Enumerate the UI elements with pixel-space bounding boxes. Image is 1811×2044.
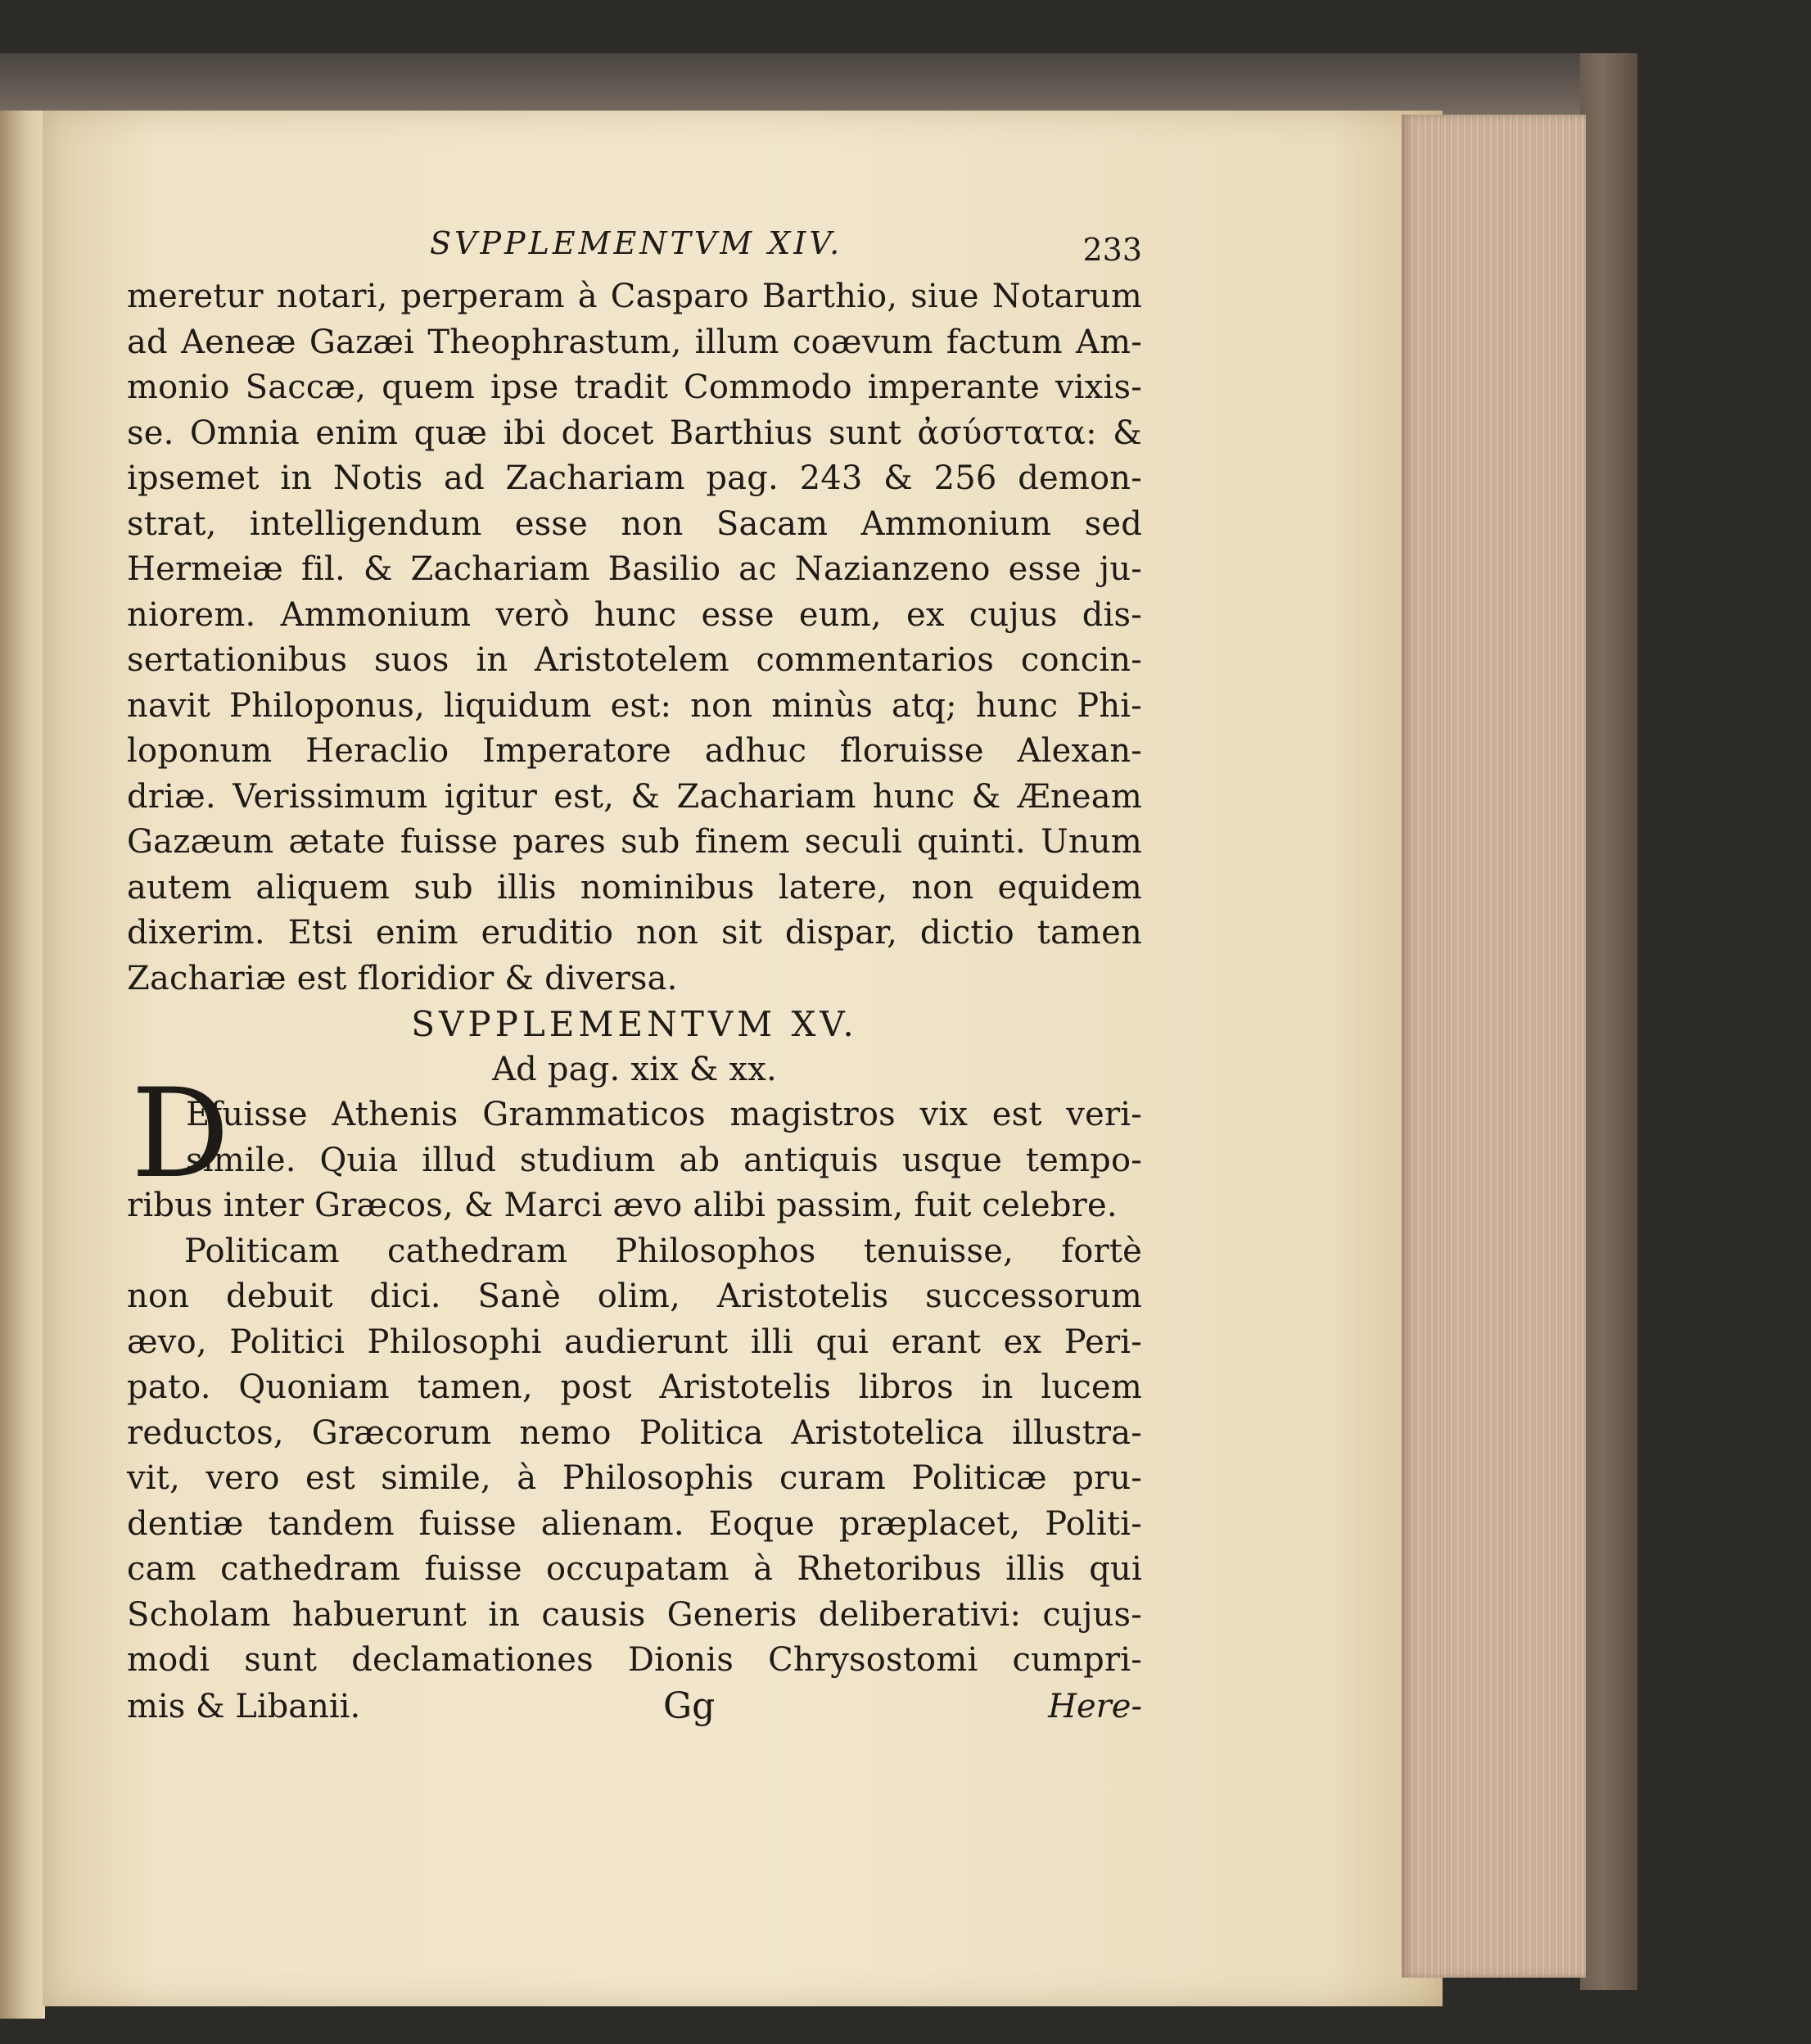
text-line: dixerim. Etsi enim eruditio non sit dispar, dictio tamen <box>127 914 1142 952</box>
text-line: vit, vero est simile, à Philosophis curam Politicæ pru- <box>127 1459 1142 1497</box>
text-line: pato. Quoniam tamen, post Aristotelis libros in lucem <box>127 1368 1142 1406</box>
text-line: Politicam cathedram Philosophos tenuisse, fortè <box>184 1232 1142 1270</box>
text-line: ad Aeneæ Gazæi Theophrastum, illum coævum factum Am- <box>127 323 1142 361</box>
page-text <box>127 225 1142 1730</box>
facing-page-edge <box>0 111 45 2019</box>
text-line: dentiæ tandem fuisse alienam. Eoque præplacet, Politi- <box>127 1504 1142 1543</box>
text-line: ipsemet in Notis ad Zachariam pag. 243 & 256 demon- <box>127 459 1142 497</box>
text-line: niorem. Ammonium verò hunc esse eum, ex cujus dis- <box>127 595 1142 634</box>
text-line: modi sunt declamationes Dionis Chrysostomi cumpri- <box>127 1641 1142 1679</box>
page-number: 233 <box>1082 232 1142 268</box>
page-footer <box>127 1684 1142 1730</box>
text-line: se. Omnia enim quæ ibi docet Barthius sunt ἀσύστατα: & <box>127 414 1142 452</box>
page-header <box>127 225 1142 274</box>
text-line: driæ. Verissimum igitur est, & Zachariam hunc & Æneam <box>127 777 1142 816</box>
text-line: non debuit dici. Sanè olim, Aristotelis successorum <box>127 1278 1142 1315</box>
text-line: Zachariæ est floridior & diversa. <box>127 959 678 997</box>
text-line: ribus inter Græcos, & Marci ævo alibi passim, fuit celebre. <box>127 1187 1118 1224</box>
book-cover-right <box>1580 53 1637 1990</box>
text-line: autem aliquem sub illis nominibus latere, non equidem <box>127 868 1142 907</box>
text-line: cam cathedram fuisse occupatam à Rhetoribus illis qui <box>127 1550 1142 1588</box>
text-line: Efuisse Athenis Grammaticos magistros vix est veri- <box>186 1096 1142 1133</box>
page-fore-edge <box>1402 115 1586 1978</box>
text-line: Gazæum ætate fuisse pares sub finem seculi quinti. Unum <box>127 823 1142 861</box>
text-line: navit Philoponus, liquidum est: non minùs atq; hunc Phi- <box>127 686 1142 725</box>
text-line: loponum Heraclio Imperatore adhuc floruisse Alexan- <box>127 732 1142 770</box>
text-line: reductos, Græcorum nemo Politica Aristotelica illustra- <box>127 1413 1142 1452</box>
signature-mark: Gg <box>663 1684 716 1727</box>
last-text-line: mis & Libanii. <box>127 1687 361 1725</box>
catchword: Here- <box>1048 1687 1142 1725</box>
text-line: meretur notari, perperam à Casparo Barthio, siue Notarum <box>127 278 1142 315</box>
section-reference: Ad pag. xix & xx. <box>492 1050 777 1088</box>
text-line: ævo, Politici Philosophi audierunt illi qui erant ex Peri- <box>127 1323 1142 1361</box>
drop-cap: D <box>131 1063 230 1205</box>
text-line: Hermeiæ fil. & Zachariam Basilio ac Nazianzeno esse ju- <box>127 550 1142 588</box>
text-line: Scholam habuerunt in causis Generis deliberativi: cujus- <box>127 1595 1142 1634</box>
text-line: sertationibus suos in Aristotelem commentarios concin- <box>127 641 1142 679</box>
text-line: monio Saccæ, quem ipse tradit Commodo imperante vixis- <box>127 369 1142 406</box>
text-line: simile. Quia illud studium ab antiquis usque tempo- <box>186 1141 1142 1179</box>
section-heading: SVPPLEMENTVM XV. <box>411 1004 858 1044</box>
text-line: strat, intelligendum esse non Sacam Ammonium sed <box>127 504 1142 543</box>
running-head: SVPPLEMENTVM XIV. <box>430 225 843 261</box>
